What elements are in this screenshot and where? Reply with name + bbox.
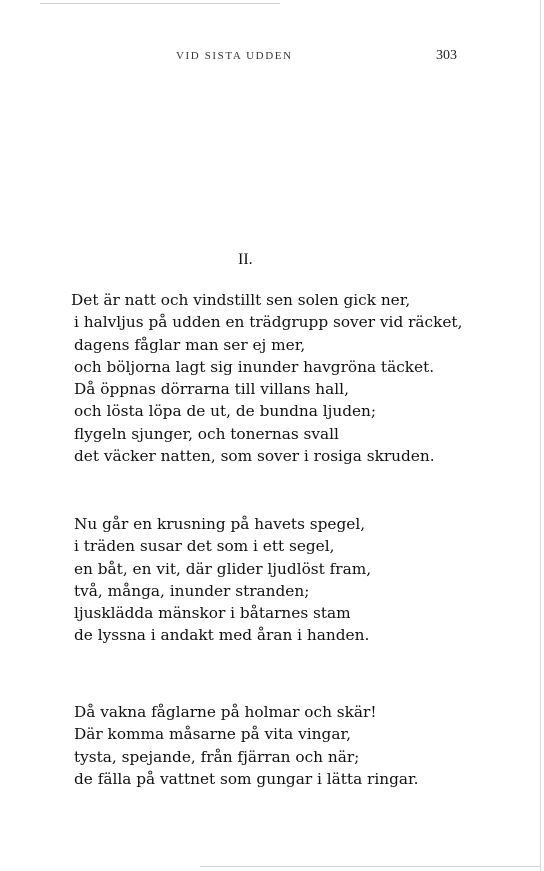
verse-line: de fälla på vattnet som gungar i lätta ringar. <box>74 769 419 788</box>
scan-edge-right <box>540 0 541 871</box>
scan-edge-bottom <box>200 866 540 867</box>
verse-line: Då öppnas dörrarna till villans hall, <box>74 380 349 399</box>
verse-line: en båt, en vit, där glider ljudlöst fram, <box>74 559 372 578</box>
stanza-2 <box>74 513 371 647</box>
page-number: 303 <box>436 48 457 63</box>
verse-line: de lyssna i andakt med åran i handen. <box>74 626 370 645</box>
verse-line: Där komma måsarne på vita vingar, <box>74 725 351 744</box>
verse-line: i träden susar det som i ett segel, <box>74 537 335 556</box>
verse-line: i halvljus på udden en trädgrupp sover vid räcket, <box>74 313 463 332</box>
verse-line: dagens fåglar man ser ej mer, <box>74 335 306 354</box>
scan-edge-top <box>40 3 280 4</box>
verse-line: tysta, spejande, från fjärran och när; <box>74 747 360 766</box>
verse-line: ljusklädda mänskor i båtarnes stam <box>74 604 351 623</box>
stanza-1 <box>71 289 463 467</box>
verse-line: Då vakna fåglarne på holmar och skär! <box>74 703 377 721</box>
verse-line: och lösta löpa de ut, de bundna ljuden; <box>74 402 377 421</box>
verse-line: Det är natt och vindstillt sen solen gick ner, <box>71 291 411 309</box>
section-numeral: II. <box>238 251 253 268</box>
verse-line: två, många, inunder stranden; <box>74 581 310 600</box>
verse-line: Nu går en krusning på havets spegel, <box>74 515 366 533</box>
stanza-3 <box>74 701 419 790</box>
verse-line: flygeln sjunger, och tonernas svall <box>74 424 339 443</box>
verse-line: och böljorna lagt sig inunder havgröna täcket. <box>74 357 435 376</box>
running-head: VID SISTA UDDEN <box>176 50 293 62</box>
verse-line: det väcker natten, som sover i rosiga skruden. <box>74 447 435 466</box>
